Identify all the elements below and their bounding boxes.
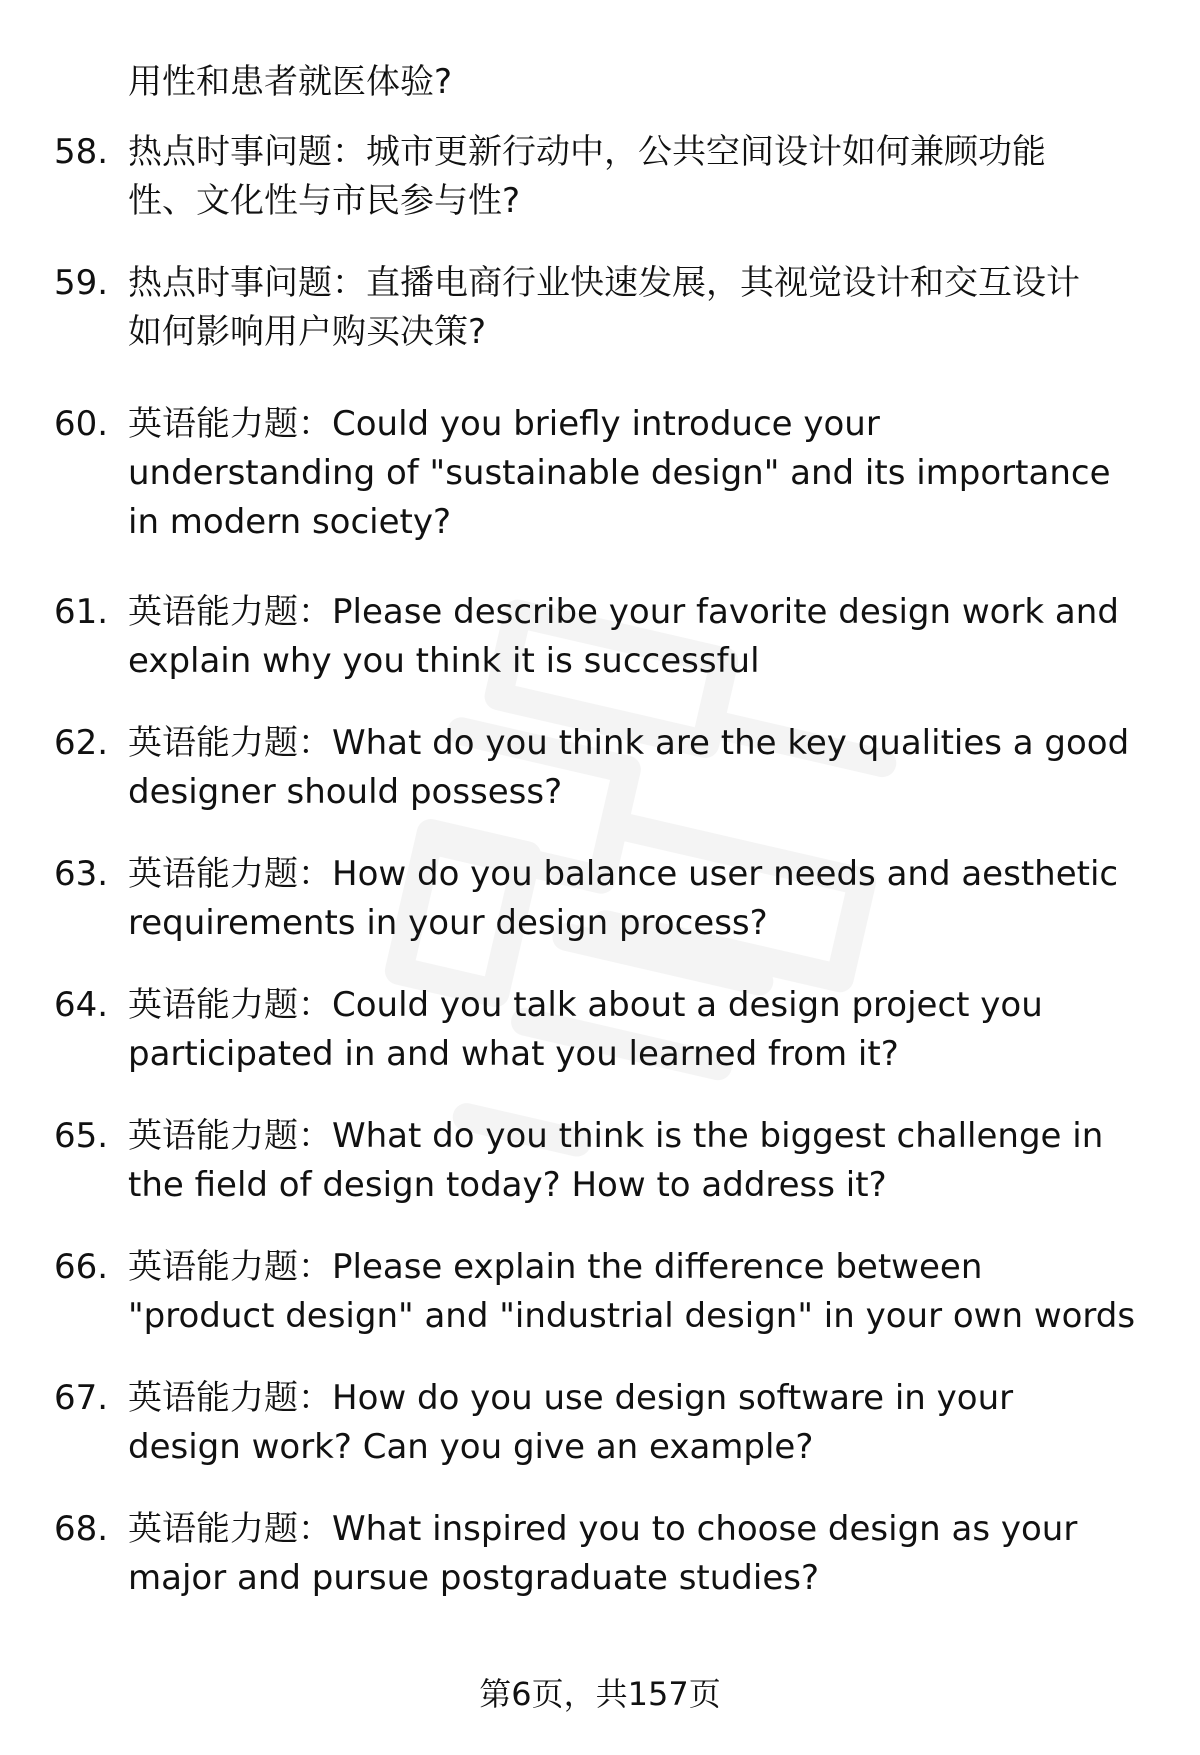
question-line: participated in and what you learned from it? bbox=[128, 1034, 899, 1074]
question-text bbox=[128, 850, 1164, 948]
question-line: in modern society? bbox=[128, 502, 452, 542]
question-number: 66. bbox=[54, 1247, 109, 1287]
question-text bbox=[128, 1505, 1164, 1603]
question-line: 如何影响用户购买决策? bbox=[128, 312, 487, 352]
question-line: 英语能力题：Please describe your favorite design work and bbox=[128, 592, 1119, 632]
question-text bbox=[128, 259, 1164, 357]
question-line: 英语能力题：What do you think is the biggest challenge in bbox=[128, 1116, 1104, 1156]
question-number: 65. bbox=[54, 1116, 109, 1156]
question-line: 英语能力题：Could you talk about a design project you bbox=[128, 985, 1043, 1025]
question-text bbox=[128, 1112, 1164, 1210]
question-line: design work? Can you give an example? bbox=[128, 1427, 814, 1467]
question-line: explain why you think it is successful bbox=[128, 641, 760, 681]
question-number: 62. bbox=[54, 723, 109, 763]
question-line: 英语能力题：How do you use design software in your bbox=[128, 1378, 1014, 1418]
question-line: "product design" and "industrial design" in your own words bbox=[128, 1296, 1136, 1336]
question-line: 英语能力题：Please explain the difference between bbox=[128, 1247, 983, 1287]
question-text bbox=[128, 1374, 1164, 1472]
question-number: 67. bbox=[54, 1378, 109, 1418]
question-line: 英语能力题：How do you balance user needs and aesthetic bbox=[128, 854, 1119, 894]
question-number: 68. bbox=[54, 1509, 109, 1549]
question-line: 英语能力题：Could you briefly introduce your bbox=[128, 404, 880, 444]
question-line: 英语能力题：What do you think are the key qualities a good bbox=[128, 723, 1130, 763]
question-number: 64. bbox=[54, 985, 109, 1025]
question-text bbox=[128, 1243, 1164, 1341]
question-text bbox=[128, 400, 1164, 547]
question-text bbox=[128, 719, 1164, 817]
question-line: designer should possess? bbox=[128, 772, 563, 812]
question-number: 61. bbox=[54, 592, 109, 632]
question-line: understanding of "sustainable design" and its importance bbox=[128, 453, 1111, 493]
question-number: 60. bbox=[54, 404, 109, 444]
question-number: 63. bbox=[54, 854, 109, 894]
question-text bbox=[128, 588, 1164, 686]
question-line: 热点时事问题：直播电商行业快速发展，其视觉设计和交互设计 bbox=[128, 263, 1080, 303]
question-line: requirements in your design process? bbox=[128, 903, 768, 943]
question-line: 性、文化性与市民参与性? bbox=[128, 181, 521, 221]
continued-question-text: 用性和患者就医体验? bbox=[128, 62, 453, 102]
question-line: major and pursue postgraduate studies? bbox=[128, 1558, 820, 1598]
page-footer: 第6页，共157页 bbox=[479, 1675, 721, 1713]
question-line: 英语能力题：What inspired you to choose design as your bbox=[128, 1509, 1078, 1549]
question-line: 热点时事问题：城市更新行动中，公共空间设计如何兼顾功能 bbox=[128, 132, 1046, 172]
question-number: 58. bbox=[54, 132, 109, 172]
question-number: 59. bbox=[54, 263, 109, 303]
question-text bbox=[128, 981, 1164, 1079]
question-text bbox=[128, 128, 1164, 226]
question-line: the field of design today? How to address it? bbox=[128, 1165, 887, 1205]
